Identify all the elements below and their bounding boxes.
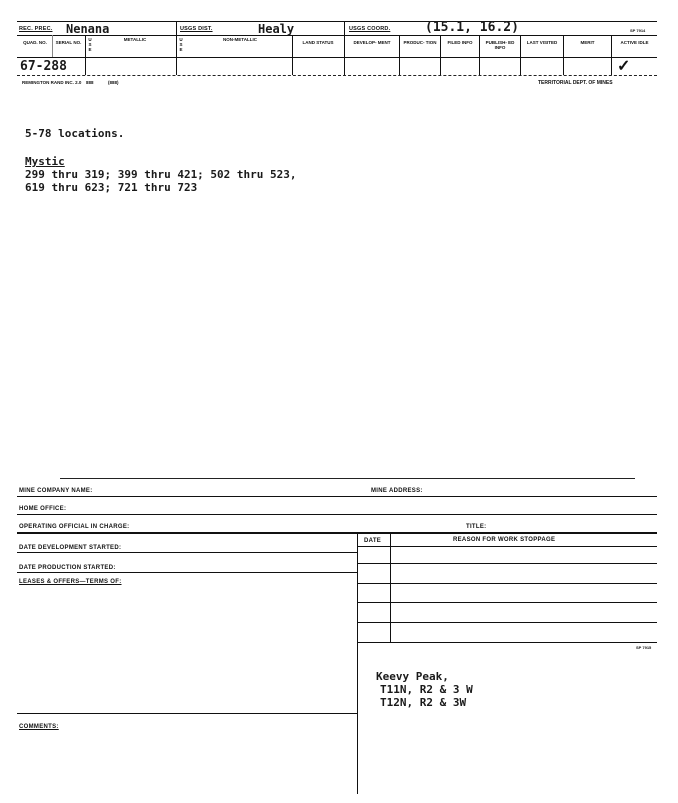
comments-label: COMMENTS: [19, 724, 59, 730]
col-metallic: METALLIC [123, 37, 147, 42]
quad-no-value: 67-288 [20, 59, 67, 74]
col-non-metallic: NON-METALLIC [223, 37, 257, 42]
col-serial-no: SERIAL NO. [55, 40, 82, 45]
col-merit: MERIT [580, 40, 595, 45]
form-number-top: SP 7914 [630, 28, 646, 33]
reason-column-header: REASON FOR WORK STOPPAGE [453, 537, 556, 543]
col-active-idle: ACTIVE IDLE [620, 40, 649, 45]
mine-company-name-label: MINE COMPANY NAME: [19, 488, 93, 494]
operating-official-label: OPERATING OFFICIAL IN CHARGE: [19, 524, 130, 530]
col-quad-no: QUAD. NO. [23, 40, 47, 45]
location-t11n: T11N, R2 & 3 W [380, 683, 473, 696]
notes-heading-mystic: Mystic [25, 155, 65, 168]
location-t12n: T12N, R2 & 3W [380, 696, 467, 709]
date-development-label: DATE DEVELOPMENT STARTED: [19, 545, 122, 551]
usgs-dist-label: USGS DIST. [180, 26, 213, 32]
leases-offers-label: LEASES & OFFERS—TERMS OF: [19, 579, 122, 585]
usgs-dist-value: Healy [258, 22, 295, 36]
department-imprint: TERRITORIAL DEPT. OF MINES [538, 80, 613, 86]
notes-range-1: 299 thru 319; 399 thru 421; 502 thru 523, [25, 168, 297, 181]
usgs-coord-value: (15.1, 16.2) [425, 20, 519, 35]
printer-code-2: (888) [108, 80, 119, 85]
col-published-info: PUBLISH- ED INFO [485, 40, 515, 50]
col-land-status: LAND STATUS [302, 40, 334, 45]
checkmark-icon: ✓ [617, 58, 631, 75]
col-last-visited: LAST VISITED [526, 40, 558, 45]
form-number-bottom: SP 7915 [636, 645, 652, 650]
home-office-label: HOME OFFICE: [19, 506, 67, 512]
usgs-coord-label: USGS COORD. [349, 26, 391, 32]
printer-imprint: REMINGTON RAND INC. 2.0 [22, 80, 82, 85]
col-development: DEVELOP- MENT [353, 40, 391, 45]
date-column-header: DATE [364, 538, 382, 544]
date-production-label: DATE PRODUCTION STARTED: [19, 565, 116, 571]
col-filed-info: FILED INFO [447, 40, 473, 45]
rec-prec-label: REC. PREC. [19, 26, 53, 32]
title-label: TITLE: [466, 524, 487, 530]
col-use-metallic: U S E [88, 37, 92, 52]
col-use-nonmetallic: U S E [179, 37, 183, 52]
col-production: PRODUC- TION [403, 40, 437, 45]
printer-code: 888 [86, 80, 94, 85]
mine-address-label: MINE ADDRESS: [371, 488, 423, 494]
notes-range-2: 619 thru 623; 721 thru 723 [25, 181, 198, 194]
location-keevy-peak: Keevy Peak, [376, 670, 449, 683]
rec-prec-value: Nenana [66, 22, 110, 36]
notes-locations: 5-78 locations. [25, 127, 125, 140]
